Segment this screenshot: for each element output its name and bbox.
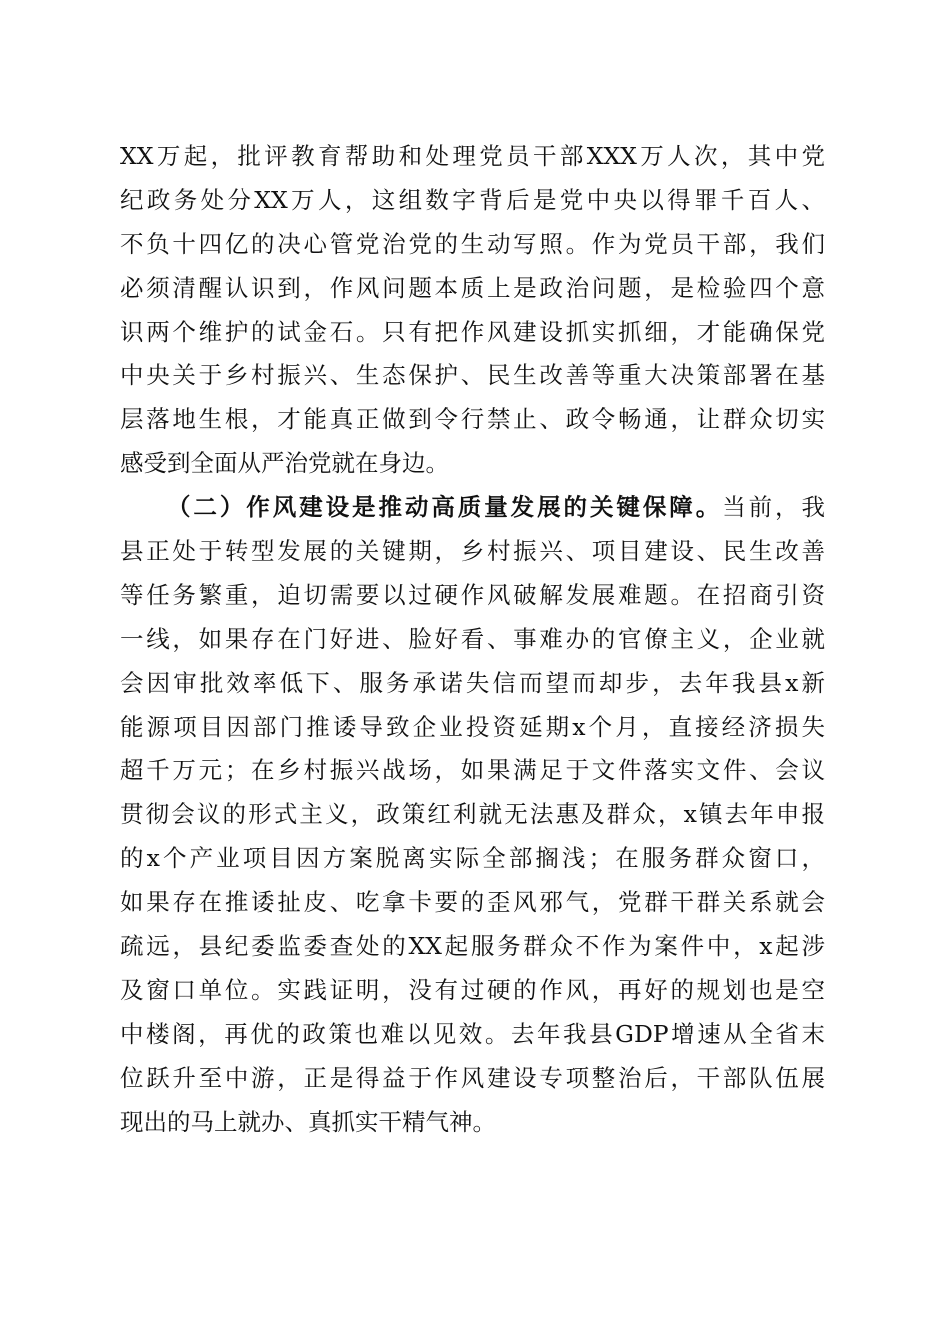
text-line: 贯彻会议的形式主义，政策红利就无法惠及群众，x镇去年申报 xyxy=(120,800,825,829)
text-line: XX万起，批评教育帮助和处理党员干部XXX万人次，其中党 xyxy=(120,142,825,170)
text-line: 感受到全面从严治党就在身边。 xyxy=(120,449,449,478)
text-line: 会因审批效率低下、服务承诺失信而望而却步，去年我县x新 xyxy=(120,668,825,697)
text-line: 县正处于转型发展的关键期，乡村振兴、项目建设、民生改善 xyxy=(120,537,825,566)
text-line: 能源项目因部门推诿导致企业投资延期x个月，直接经济损失 xyxy=(120,712,825,741)
paragraph-2-first-line xyxy=(120,486,825,530)
paragraph-1 xyxy=(120,135,825,486)
paragraph-2 xyxy=(120,486,825,1144)
text-line: 中楼阁，再优的政策也难以见效。去年我县GDP增速从全省末 xyxy=(120,1019,825,1048)
document-body xyxy=(120,135,825,1144)
text-line: 层落地生根，才能真正做到令行禁止、政令畅通，让群众切实 xyxy=(120,405,825,434)
text-span: 当前，我 xyxy=(722,493,825,522)
text-line: 纪政务处分XX万人，这组数字背后是党中央以得罪千百人、 xyxy=(120,185,825,214)
text-line: 等任务繁重，迫切需要以过硬作风破解发展难题。在招商引资 xyxy=(120,580,825,609)
text-line: 及窗口单位。实践证明，没有过硬的作风，再好的规划也是空 xyxy=(120,975,825,1004)
text-line: 超千万元；在乡村振兴战场，如果满足于文件落实文件、会议 xyxy=(120,756,825,785)
text-line: 现出的马上就办、真抓实干精气神。 xyxy=(120,1107,496,1136)
text-line: 必须清醒认识到，作风问题本质上是政治问题，是检验四个意 xyxy=(120,273,825,302)
text-line: 识两个维护的试金石。只有把作风建设抓实抓细，才能确保党 xyxy=(120,317,825,346)
text-line: 一线，如果存在门好进、脸好看、事难办的官僚主义，企业就 xyxy=(120,624,825,653)
text-line: 位跃升至中游，正是得益于作风建设专项整治后，干部队伍展 xyxy=(120,1063,825,1092)
text-line: 不负十四亿的决心管党治党的生动写照。作为党员干部，我们 xyxy=(120,229,825,258)
text-line: 如果存在推诿扯皮、吃拿卡要的歪风邪气，党群干群关系就会 xyxy=(120,888,825,917)
text-line: 中央关于乡村振兴、生态保护、民生改善等重大决策部署在基 xyxy=(120,361,825,390)
text-line: 疏远，县纪委监委查处的XX起服务群众不作为案件中，x起涉 xyxy=(120,932,825,961)
text-line: 的x个产业项目因方案脱离实际全部搁浅；在服务群众窗口， xyxy=(120,844,825,873)
section-heading: （二）作风建设是推动高质量发展的关键保障。 xyxy=(167,493,723,522)
